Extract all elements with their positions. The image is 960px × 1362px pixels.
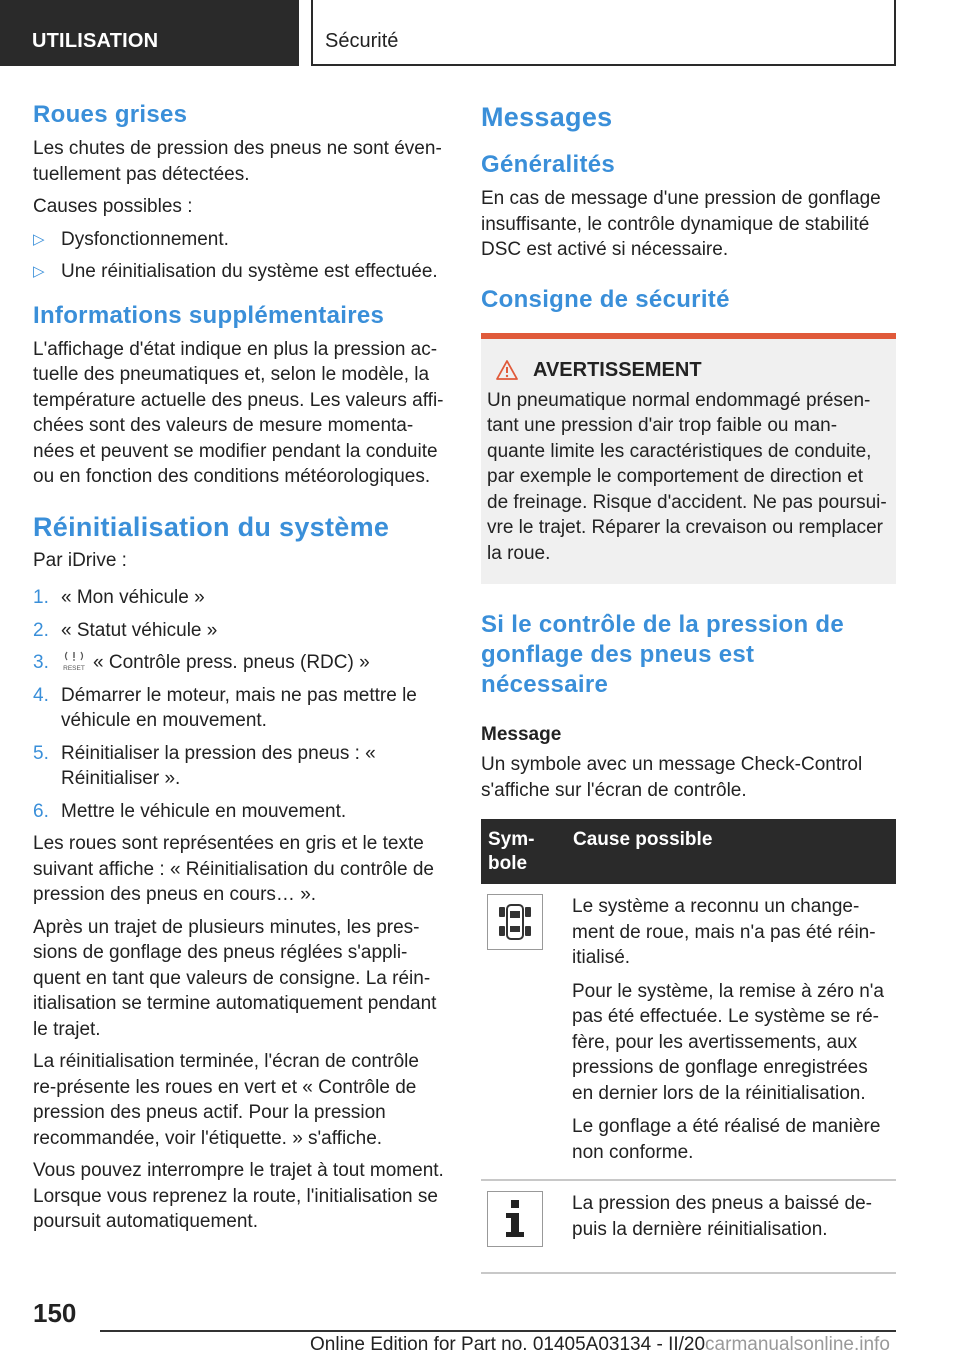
- warning-label: AVERTISSEMENT: [533, 358, 702, 381]
- generalites-paragraph: En cas de message d'une pression de gonflage insuffisante, le contrôle dynamique de stabilité DSC est activé si nécessaire.: [481, 188, 881, 260]
- cause-text: Pour le système, la remise à zéro n'a pas été effectuée. Le système se ré-fère, pour les avertissements, aux pressions de gonflage enregistrées en dernier lors de la réinitialisation.: [572, 980, 884, 1104]
- list-item: ▷ Dysfonctionnement.: [33, 227, 446, 253]
- reset-icon: [61, 650, 87, 672]
- messages-table: [481, 819, 896, 1274]
- warning-triangle-icon: [495, 359, 519, 381]
- step-item: 5. Réinitialiser la pression des pneus : « Réinitialiser ».: [33, 742, 376, 789]
- footer-divider: [100, 1330, 896, 1332]
- step-item: 3. RESET « Contrôle press. pneus (RDC) »: [33, 652, 370, 673]
- header-subsection-label: Sécurité: [325, 30, 399, 52]
- informations-paragraph: L'affichage d'état indique en plus la pression ac-tuelle des pneumatiques et, selon le modèle, la température actuelle des pneus. Les valeurs affi-chées sont des valeurs de mesure momenta-nées et peuvent se modifier pendant la conduite ou en fonction des conditions météorologiques.: [33, 338, 444, 487]
- step-item: 1. « Mon véhicule »: [33, 587, 205, 608]
- message-paragraph: Un symbole avec un message Check-Control s'affiche sur l'écran de contrôle.: [481, 754, 863, 801]
- table-row: [481, 1180, 896, 1273]
- cause-text: Le gonflage a été réalisé de manière non conforme.: [572, 1116, 881, 1163]
- table-header-row: [481, 819, 896, 884]
- step-item: 6. Mettre le véhicule en mouvement.: [33, 800, 347, 822]
- reinitialisation-heading: Réinitialisation du système: [33, 511, 390, 542]
- header-section-tab: [0, 0, 299, 66]
- warning-title: [487, 359, 888, 382]
- causes-label: Causes possibles :: [33, 196, 193, 217]
- after-paragraph-4: Vous pouvez interrompre le trajet à tout moment. Lorsque vous reprenez la route, l'initialisation se poursuit automatiquement.: [33, 1160, 444, 1232]
- footer-edition: [310, 1334, 890, 1356]
- message-subheading: Message: [481, 724, 562, 745]
- roues-grises-heading: Roues grises: [33, 101, 188, 128]
- cause-text: La pression des pneus a baissé de-puis la dernière réinitialisation.: [572, 1193, 872, 1240]
- after-paragraph-3: La réinitialisation terminée, l'écran de contrôle re-présente les roues en vert et « Contrôle de pression des pneus actif. Pour la pression recommandée, voir l'étiquette. » s'affiche.: [33, 1051, 419, 1149]
- svg-text:RESET: RESET: [63, 665, 85, 672]
- header-subsection-tab: [311, 0, 896, 66]
- warning-text: Un pneumatique normal endommagé présen-tant une pression d'air trop faible ou man-quante limite les caractéristiques de conduite, par exemple le comportement de direction et de freinage. Risque d'accident. Ne pas poursui-vre le trajet. Réparer la crevaison ou remplacer la roue.: [487, 389, 887, 564]
- table-row: [481, 884, 896, 1180]
- si-controle-heading: Si le contrôle de la pression de gonflage des pneus est nécessaire: [481, 611, 845, 698]
- car-tire-warning-icon: [487, 894, 543, 950]
- messages-heading: Messages: [481, 102, 613, 132]
- edition-text: Online Edition for Part no. 01405A03134 - II/20: [310, 1334, 706, 1355]
- after-paragraph-1: Les roues sont représentées en gris et le texte suivant affiche : « Réinitialisation du contrôle de pression des pneus en cours… ».: [33, 833, 435, 905]
- list-item: ▷ Une réinitialisation du système est effectuée.: [33, 259, 446, 285]
- cause-text: Le système a reconnu un change-ment de roue, mais n'a pas été réin-itialisé.: [572, 896, 876, 968]
- left-column: [33, 100, 446, 1235]
- roues-paragraph: Les chutes de pression des pneus ne sont éven-tuellement pas détectées.: [33, 138, 442, 185]
- page-number: 150: [33, 1298, 77, 1328]
- consigne-heading: Consigne de sécurité: [481, 285, 730, 313]
- reinit-intro: Par iDrive :: [33, 549, 127, 571]
- symbol-column-header: Sym-bole: [481, 819, 566, 884]
- generalites-heading: Généralités: [481, 151, 616, 178]
- header-section-label: UTILISATION: [32, 30, 159, 52]
- warning-box: [481, 333, 896, 585]
- right-column: [481, 100, 896, 1274]
- step-item: 2. « Statut véhicule »: [33, 619, 218, 641]
- watermark-text: carmanualsonline.info: [705, 1334, 890, 1355]
- info-icon: [487, 1191, 543, 1247]
- informations-heading: Informations supplémentaires: [33, 301, 385, 329]
- reinit-steps: [33, 585, 446, 824]
- after-paragraph-2: Après un trajet de plusieurs minutes, les pres-sions de gonflage des pneus réglées s'appli-quent en tant que valeurs de consigne. La réin-itialisation se termine automatiquement pendant le trajet.: [33, 916, 437, 1040]
- step-item: 4. Démarrer le moteur, mais ne pas mettre le véhicule en mouvement.: [33, 684, 417, 731]
- cause-column-header: Cause possible: [566, 819, 896, 884]
- causes-list: [33, 227, 446, 285]
